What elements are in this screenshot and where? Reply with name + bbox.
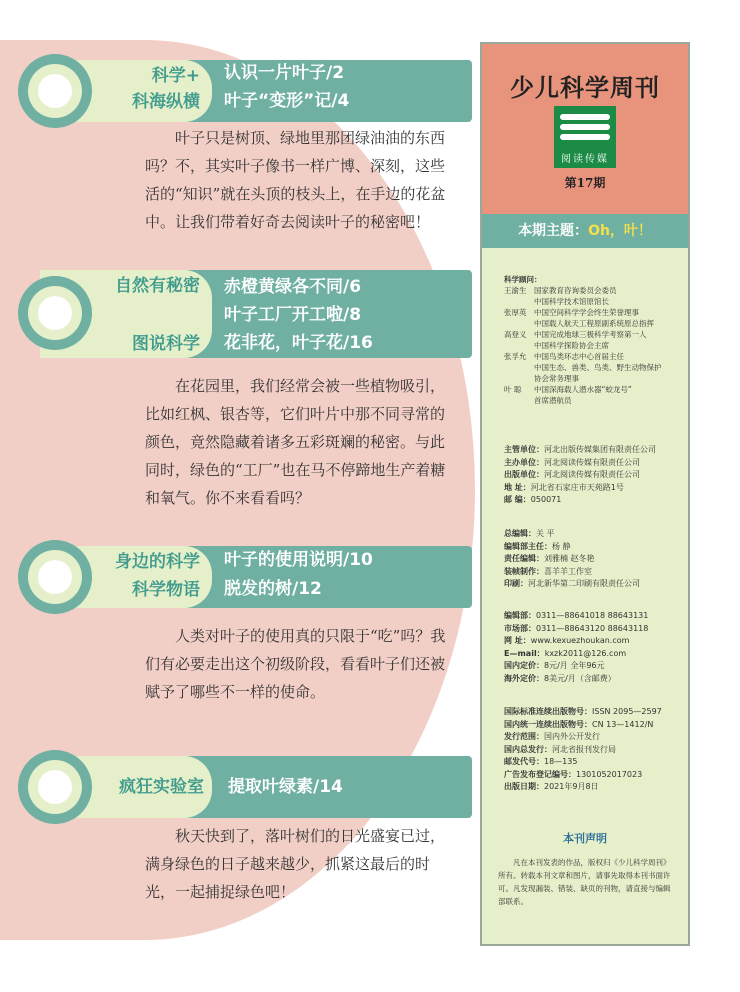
info-key: 海外定价： (504, 673, 544, 683)
advisor-title: 协会常务理事 (534, 374, 579, 383)
info-key: 出版日期： (504, 782, 544, 791)
section-label: 图说科学 (132, 334, 200, 354)
info-key: 邮 编： (504, 495, 531, 504)
publish-block (504, 706, 662, 794)
contact-block (504, 610, 648, 685)
section-label: 自然有秘密 (115, 276, 200, 296)
logo-text: 阅读传媒 (561, 154, 609, 165)
info-key: 主办单位： (504, 457, 544, 467)
section-intro: 秋天快到了，落叶树们的日光盛宴已过，满身绿色的日子越来越少，抓紧这最后的时光，一起捕捉绿色吧！ (145, 827, 446, 901)
advisor-title: 中国生态、兽类、鸟类、野生动物保护 (534, 363, 662, 372)
info-key: 主管单位： (504, 445, 544, 454)
section-label: 身边的科学 (115, 552, 200, 572)
toc-item[interactable]: 脱发的树/12 (224, 579, 322, 599)
toc-item[interactable]: 叶子“变形”记/4 (224, 91, 350, 111)
ring-icon (18, 276, 92, 350)
info-key: 印刷： (504, 579, 528, 588)
advisor-title: 中国载人航天工程原副系统原总指挥 (534, 319, 654, 328)
info-key: 责任编辑： (504, 554, 544, 563)
section-label: 科学+ (151, 66, 200, 86)
section-intro: 在花园里，我们经常会被一些植物吸引，比如红枫、银杏等，它们叶片中那不同寻常的颜色，竟然隐藏着诸多五彩斑斓的秘密。与此同时，绿色的“工厂”也在马不停蹄地生产着糖和氧气。你不来看看吗？ (145, 377, 446, 507)
info-value: 河北新华第二印刷有限责任公司 (528, 579, 640, 588)
info-value: 1301052017023 (576, 769, 643, 779)
toc-item[interactable]: 叶子的使用说明/10 (224, 550, 373, 570)
advisor-title: 中国空间科学学会终生荣誉理事 (534, 308, 639, 317)
info-value: 河北省报刊发行局 (552, 744, 616, 754)
ring-icon (18, 540, 92, 614)
info-value: 050071 (530, 495, 562, 504)
info-value: 河北阅读传媒有限责任公司 (544, 457, 640, 467)
info-key: 总编辑： (504, 529, 536, 538)
info-value: CN 13—1412/N (592, 719, 654, 729)
info-key: 地 址： (504, 482, 531, 492)
info-key: 国内总发行： (504, 744, 552, 754)
ring-icon (18, 750, 92, 824)
info-key: 国内统一连续出版物号： (504, 719, 592, 729)
issue-number: 第17期 (564, 176, 606, 190)
toc-item[interactable]: 花非花，叶子花/16 (224, 333, 373, 353)
info-key: 出版单位： (504, 470, 544, 479)
info-key: 邮发代号： (504, 757, 544, 766)
info-key: 网 址： (504, 636, 531, 645)
theme-value: Oh，叶！ (588, 223, 652, 239)
org-block (504, 444, 656, 507)
advisor-title: 中国科学探险协会主席 (534, 341, 609, 350)
toc-item[interactable]: 认识一片叶子/2 (224, 63, 345, 83)
info-value: 刘雅楠 赵冬艳 (544, 554, 595, 563)
info-key: 国内定价： (504, 661, 544, 670)
email-value[interactable]: kxzk2011@126.com (544, 648, 627, 658)
advisor-title: 中国科学技术馆原馆长 (534, 297, 609, 306)
info-value: 0311—88643120 88643118 (536, 623, 649, 633)
section-label: 科学物语 (132, 580, 200, 600)
advisor-name: 叶 聪 (504, 385, 522, 394)
notice-title: 本刊声明 (563, 832, 607, 845)
advisor-name: 高登义 (504, 330, 527, 339)
staff-block (504, 528, 640, 591)
notice-text: 凡在本刊发表的作品，版权归《少儿科学周刊》所有。转载本刊文章和图片，请事先取得本刊书面许可。凡发现漏装、错装、缺页的刊物，请直接与编辑部联系。 (498, 858, 671, 906)
info-key: 国际标准连续出版物号： (504, 707, 592, 716)
masthead-header (482, 44, 688, 214)
advisor-title: 国家教育咨询委员会委员 (534, 286, 617, 295)
website-value[interactable]: www.kexuezhoukan.com (530, 636, 630, 645)
info-value: 喜羊羊工作室 (544, 566, 592, 576)
toc-item[interactable]: 叶子工厂开工啦/8 (224, 305, 362, 325)
info-value: 0311—88641018 88643131 (536, 611, 649, 620)
advisor-name: 王渝生 (504, 286, 527, 295)
info-key: 市场部： (504, 623, 536, 633)
advisors-block (504, 274, 662, 406)
info-value: 8美元/月（含邮费） (544, 673, 616, 683)
info-key: 编辑部主任： (504, 541, 552, 551)
advisor-title: 中国深海载人潜水器“蛟龙号” (534, 385, 632, 394)
info-key: 广告发布登记编号： (504, 769, 576, 779)
info-value: 河北阅读传媒有限责任公司 (544, 470, 640, 479)
advisor-title: 中国完成地球三极科学考察第一人 (534, 330, 647, 339)
toc-item[interactable]: 赤橙黄绿各不同/6 (224, 277, 362, 297)
info-key: 装帧制作： (504, 566, 544, 576)
magazine-title: 少儿科学周刊 (510, 74, 660, 102)
ring-icon (18, 54, 92, 128)
advisor-name: 张厚英 (504, 308, 527, 317)
section-intro: 人类对叶子的使用真的只限于“吃”吗？我们有必要走出这个初级阶段，看看叶子们还被赋予了哪些不一样的使命。 (145, 627, 446, 701)
theme-label: 本期主题： (518, 223, 589, 239)
info-value: ISSN 2095—2597 (592, 707, 662, 716)
section-intro: 叶子只是树顶、绿地里那团绿油油的东西吗？不，其实叶子像书一样广博、深刻，这些活的“知识”就在头顶的枝头上，在手边的花盆中。让我们带着好奇去阅读叶子的秘密吧！ (145, 129, 446, 231)
toc-item[interactable]: 提取叶绿素/14 (228, 777, 343, 797)
info-value: 河北出版传媒集团有限责任公司 (544, 445, 656, 454)
theme-bar (482, 214, 688, 248)
advisor-name: 张孚允 (504, 352, 527, 361)
section-label: 疯狂实验室 (119, 777, 204, 797)
advisor-title: 首席潜航员 (534, 396, 572, 405)
info-value: 杨 静 (552, 541, 571, 551)
section-label: 科海纵横 (132, 92, 200, 112)
advisors-title: 科学顾问： (504, 275, 542, 284)
info-key: E—mail： (504, 648, 545, 658)
info-key: 编辑部： (504, 611, 536, 620)
info-value: 18—135 (544, 757, 578, 766)
masthead-panel (480, 42, 690, 946)
info-value: 2021年9月8日 (544, 782, 599, 791)
info-value: 河北省石家庄市天苑路1号 (530, 482, 624, 492)
book-logo-icon (554, 106, 616, 168)
advisor-title: 中国鸟类环志中心首届主任 (534, 352, 624, 361)
info-value: 关 平 (536, 529, 555, 538)
info-value: 8元/月 全年96元 (544, 661, 605, 670)
info-key: 发行范围： (504, 732, 544, 741)
info-value: 国内外公开发行 (544, 732, 600, 741)
